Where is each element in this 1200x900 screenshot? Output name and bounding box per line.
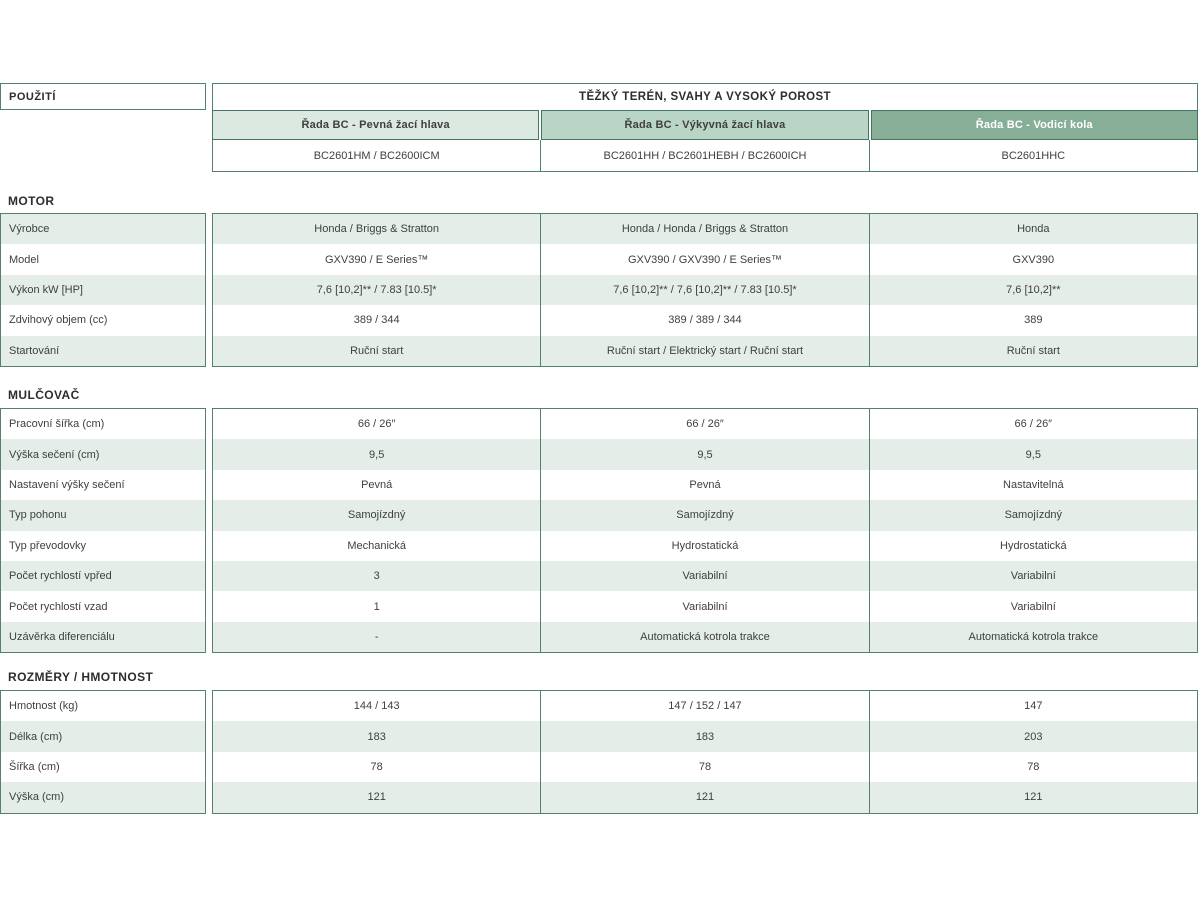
spec-row [213, 244, 1197, 274]
column-headers-row [212, 110, 1198, 140]
spec-value-cell: Ruční start [350, 344, 404, 357]
spec-row-label: Model [9, 253, 39, 266]
spec-row [213, 591, 1197, 621]
spec-row [213, 305, 1197, 335]
spec-value-cell: 66 / 26″ [357, 418, 396, 431]
spec-value-cell: 7,6 [10,2]** / 7,6 [10,2]** / 7.83 [10.5]* [540, 275, 868, 305]
spec-value-cell: Variabilní [540, 561, 868, 591]
spec-value-cell: GXV390 [869, 244, 1197, 274]
spec-value-cell: 78 [540, 752, 868, 782]
model-numbers-col3: BC2601HHC [869, 140, 1197, 171]
spec-value-cell: 147 [869, 691, 1197, 721]
spec-row [213, 275, 1197, 305]
top-header-table [212, 83, 1198, 172]
spec-row [213, 214, 1197, 244]
spec-value-cell: Pevná [361, 478, 393, 491]
spec-value-cell: 183 [367, 730, 386, 743]
spec-value-cell: 66 / 26″ [540, 409, 868, 439]
spec-value-cell: Hydrostatická [869, 531, 1197, 561]
model-numbers-col1: BC2601HM / BC2600ICM [313, 149, 440, 162]
spec-value-cell: Pevná [540, 470, 868, 500]
spec-value-cell: Samojízdný [347, 509, 406, 522]
spec-value-cell: 3 [373, 570, 380, 583]
spec-row-label: Počet rychlostí vzad [9, 600, 108, 613]
spec-value-cell: GXV390 / E Series™ [325, 253, 429, 266]
section-title: ROZMĚRY / HMOTNOST [8, 670, 154, 684]
spec-value-cell: Honda [869, 214, 1197, 244]
spec-value-cell: Honda / Honda / Briggs & Stratton [540, 214, 868, 244]
spec-row-label: Typ pohonu [1, 500, 205, 530]
spec-row [213, 336, 1197, 366]
spec-value-cell: 7,6 [10,2]** / 7.83 [10.5]* [316, 283, 437, 296]
spec-value-cell: 66 / 26″ [869, 409, 1197, 439]
spec-value-cell: 121 [869, 782, 1197, 812]
spec-row-label: Typ převodovky [9, 539, 87, 552]
spec-row-label: Uzávěrka diferenciálu [1, 622, 205, 652]
spec-value-cell: Variabilní [869, 561, 1197, 591]
spec-row-label: Nastavení výšky sečení [9, 478, 125, 491]
spec-value-cell: 1 [373, 600, 380, 613]
spec-value-cell: Variabilní [869, 591, 1197, 621]
spec-value-cell: Ruční start [869, 336, 1197, 366]
spec-value-cell: 389 / 389 / 344 [540, 305, 868, 335]
spec-value-cell: 121 [367, 791, 386, 804]
spec-value-cell: Honda / Briggs & Stratton [314, 223, 440, 236]
spec-row-label: Počet rychlostí vpřed [1, 561, 205, 591]
column-header-fixed-head: Řada BC - Pevná žací hlava [212, 110, 539, 140]
spec-value-cell: 183 [540, 721, 868, 751]
spec-row [213, 721, 1197, 751]
spec-value-cell: 78 [869, 752, 1197, 782]
usage-category-title: TĚŽKÝ TERÉN, SVAHY A VYSOKÝ POROST [212, 83, 1198, 110]
spec-value-cell: Variabilní [540, 591, 868, 621]
model-numbers-col2: BC2601HH / BC2601HEBH / BC2600ICH [540, 140, 868, 171]
spec-row [213, 531, 1197, 561]
usage-label-box [0, 83, 206, 110]
spec-row [213, 561, 1197, 591]
spec-row-label: Startování [1, 336, 205, 366]
column-header-guide-wheels: Řada BC - Vodicí kola [871, 110, 1198, 140]
spec-labels-column [0, 408, 206, 653]
spec-row [213, 752, 1197, 782]
model-numbers-row [212, 140, 1198, 172]
spec-value-cell: Samojízdný [869, 500, 1197, 530]
spec-labels-column [0, 213, 206, 367]
spec-row [213, 439, 1197, 469]
spec-row [213, 691, 1197, 721]
spec-row-label: Zdvihový objem (cc) [9, 314, 108, 327]
spec-value-cell: GXV390 / GXV390 / E Series™ [540, 244, 868, 274]
spec-value-cell: 9,5 [869, 439, 1197, 469]
spec-value-cell: 147 / 152 / 147 [540, 691, 868, 721]
spec-row-label: Výška sečení (cm) [1, 439, 205, 469]
spec-value-cell: Automatická kotrola trakce [869, 622, 1197, 652]
spec-value-cell: 78 [370, 760, 383, 773]
spec-value-cell: - [374, 630, 379, 643]
spec-row [213, 500, 1197, 530]
spec-values-table [212, 408, 1198, 653]
spec-value-cell: Ruční start / Elektrický start / Ruční start [540, 336, 868, 366]
spec-row-label: Hmotnost (kg) [9, 700, 79, 713]
spec-row-label: Výrobce [1, 214, 205, 244]
spec-values-table [212, 213, 1198, 367]
section-title: MOTOR [8, 194, 55, 208]
spec-row-label: Výška (cm) [1, 782, 205, 812]
spec-row-label: Délka (cm) [1, 721, 205, 751]
spec-value-cell: 7,6 [10,2]** [869, 275, 1197, 305]
spec-value-cell: Samojízdný [540, 500, 868, 530]
spec-value-cell: 9,5 [540, 439, 868, 469]
spec-row [213, 409, 1197, 439]
spec-value-cell: 144 / 143 [353, 700, 400, 713]
spec-row [213, 622, 1197, 652]
usage-label: POUŽITÍ [9, 90, 56, 103]
column-header-swing-head: Řada BC - Výkyvná žací hlava [541, 110, 868, 140]
spec-value-cell: Nastavitelná [869, 470, 1197, 500]
spec-value-cell: 9,5 [369, 448, 385, 461]
spec-value-cell: 389 [869, 305, 1197, 335]
spec-value-cell: 121 [540, 782, 868, 812]
spec-value-cell: Automatická kotrola trakce [540, 622, 868, 652]
spec-row-label: Šířka (cm) [9, 760, 60, 773]
spec-row [213, 782, 1197, 812]
spec-row-label: Výkon kW [HP] [1, 275, 205, 305]
spec-value-cell: 389 / 344 [353, 314, 400, 327]
spec-values-table [212, 690, 1198, 814]
spec-row-label: Pracovní šířka (cm) [9, 418, 105, 431]
section-title: MULČOVAČ [8, 388, 80, 402]
spec-value-cell: 203 [869, 721, 1197, 751]
spec-labels-column [0, 690, 206, 814]
spec-value-cell: Hydrostatická [540, 531, 868, 561]
spec-value-cell: Mechanická [347, 539, 407, 552]
spec-row [213, 470, 1197, 500]
